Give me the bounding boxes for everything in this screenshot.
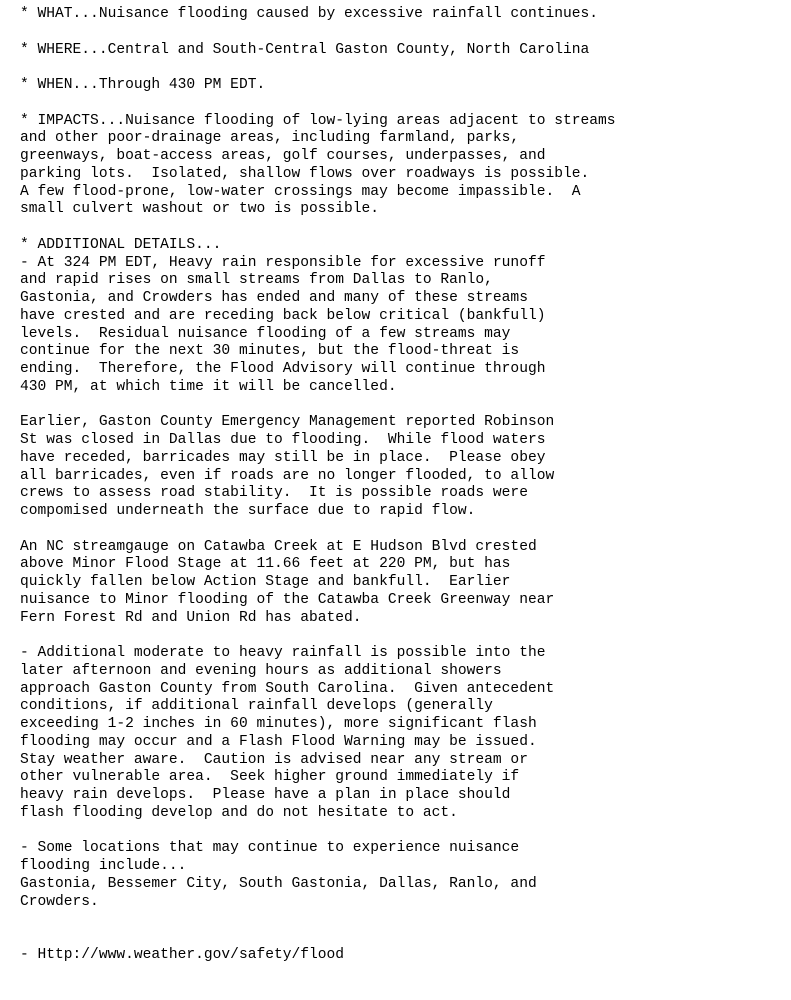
text-line: conditions, if additional rainfall develops (generally — [20, 698, 493, 715]
text-line: - Http://www.weather.gov/safety/flood — [20, 946, 345, 963]
advisory-text — [20, 6, 616, 965]
text-line — [20, 823, 616, 841]
text-line: quickly fallen below Action Stage and bankfull. Earlier — [20, 574, 511, 590]
text-line: - Additional moderate to heavy rainfall is possible into the — [20, 645, 546, 661]
text-line: all barricades, even if roads are no longer flooded, to allow — [20, 467, 555, 484]
text-line — [20, 627, 616, 645]
text-line: crews to assess road stability. It is possible roads were — [20, 485, 528, 502]
text-line: heavy rain develops. Please have a plan in place should — [20, 787, 511, 803]
text-line: Earlier, Gaston County Emergency Management reported Robinson — [20, 414, 555, 431]
text-line: 430 PM, at which time it will be cancelled. — [20, 378, 397, 395]
text-line: An NC streamgauge on Catawba Creek at E Hudson Blvd crested — [20, 538, 537, 555]
text-line — [20, 59, 616, 77]
text-line: * IMPACTS...Nuisance flooding of low-lying areas adjacent to streams — [20, 112, 616, 129]
text-line: levels. Residual nuisance flooding of a few streams may — [20, 325, 511, 342]
text-line: flooding include... — [20, 858, 187, 874]
text-line — [20, 929, 616, 947]
text-line: * ADDITIONAL DETAILS... — [20, 236, 222, 253]
text-line: have receded, barricades may still be in place. Please obey — [20, 449, 546, 466]
text-line — [20, 397, 616, 415]
text-line: greenways, boat-access areas, golf courses, underpasses, and — [20, 148, 546, 164]
text-line: Crowders. — [20, 893, 99, 910]
text-line: continue for the next 30 minutes, but the flood-threat is — [20, 343, 520, 360]
text-line: Stay weather aware. Caution is advised near any stream or — [20, 751, 528, 768]
text-line: Fern Forest Rd and Union Rd has abated. — [20, 609, 362, 626]
text-line — [20, 24, 616, 42]
text-line: parking lots. Isolated, shallow flows over roadways is possible. — [20, 165, 590, 182]
text-line: - Some locations that may continue to experience nuisance — [20, 840, 520, 857]
text-line: flooding may occur and a Flash Flood Warning may be issued. — [20, 733, 537, 750]
text-line: Gastonia, and Crowders has ended and many of these streams — [20, 290, 528, 306]
text-line — [20, 219, 616, 237]
text-line: other vulnerable area. Seek higher ground immediately if — [20, 769, 520, 786]
text-line: small culvert washout or two is possible. — [20, 201, 380, 218]
text-line — [20, 521, 616, 539]
text-line: compomised underneath the surface due to rapid flow. — [20, 503, 476, 519]
text-line: and rapid rises on small streams from Dallas to Ranlo, — [20, 272, 493, 289]
text-line — [20, 911, 616, 929]
text-line: - At 324 PM EDT, Heavy rain responsible for excessive runoff — [20, 254, 546, 271]
text-line: St was closed in Dallas due to flooding. While flood waters — [20, 432, 546, 448]
text-line: above Minor Flood Stage at 11.66 feet at 220 PM, but has — [20, 556, 511, 573]
text-line: and other poor-drainage areas, including farmland, parks, — [20, 130, 520, 147]
text-line: * WHERE...Central and South-Central Gaston County, North Carolina — [20, 41, 590, 58]
text-line: * WHAT...Nuisance flooding caused by excessive rainfall continues. — [20, 6, 599, 22]
text-line: ending. Therefore, the Flood Advisory will continue through — [20, 361, 546, 377]
text-line: A few flood-prone, low-water crossings may become impassible. A — [20, 183, 581, 200]
text-line: * WHEN...Through 430 PM EDT. — [20, 77, 266, 93]
text-line: approach Gaston County from South Carolina. Given antecedent — [20, 680, 555, 697]
text-line: nuisance to Minor flooding of the Catawba Creek Greenway near — [20, 591, 555, 608]
text-line — [20, 95, 616, 113]
text-line: later afternoon and evening hours as additional showers — [20, 662, 502, 679]
text-line: Gastonia, Bessemer City, South Gastonia, Dallas, Ranlo, and — [20, 875, 537, 892]
text-line: have crested and are receding back below critical (bankfull) — [20, 307, 546, 324]
text-line: exceeding 1-2 inches in 60 minutes), more significant flash — [20, 716, 537, 732]
text-line: flash flooding develop and do not hesitate to act. — [20, 804, 458, 821]
